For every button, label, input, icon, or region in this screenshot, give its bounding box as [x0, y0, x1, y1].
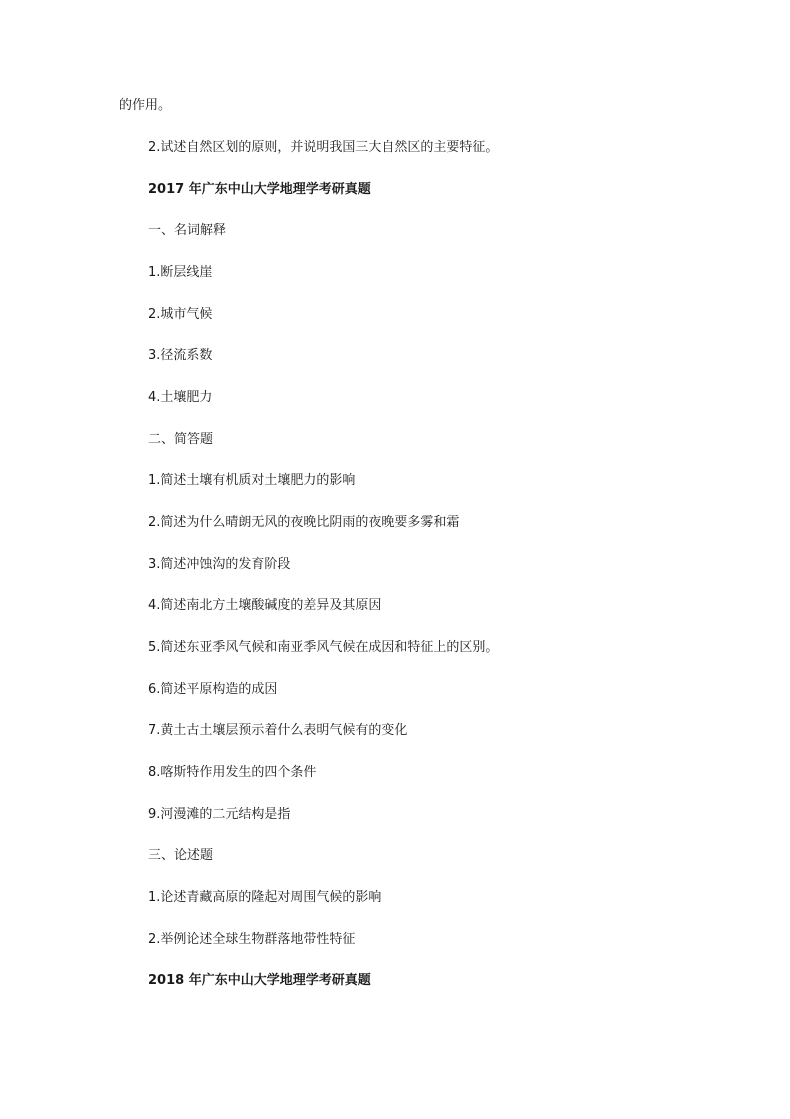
list-item: 6.简述平原构造的成因	[148, 682, 278, 697]
subsection-heading: 二、简答题	[148, 432, 214, 447]
list-item: 4.土壤肥力	[148, 390, 213, 405]
list-item: 3.径流系数	[148, 348, 213, 363]
text-line-question: 2.试述自然区划的原则，并说明我国三大自然区的主要特征。	[148, 140, 499, 155]
list-item: 9.河漫滩的二元结构是指	[148, 807, 291, 822]
list-item: 2.举例论述全球生物群落地带性特征	[148, 932, 356, 947]
list-item: 4.简述南北方土壤酸碱度的差异及其原因	[148, 598, 382, 613]
list-item: 1.论述青藏高原的隆起对周围气候的影响	[148, 890, 382, 905]
subsection-heading: 三、论述题	[148, 848, 214, 863]
list-item: 1.简述土壤有机质对土壤肥力的影响	[148, 473, 356, 488]
list-item: 3.简述冲蚀沟的发育阶段	[148, 557, 291, 572]
subsection-heading: 一、名词解释	[148, 223, 227, 238]
list-item: 5.简述东亚季风气候和南亚季风气候在成因和特征上的区别。	[148, 640, 499, 655]
list-item: 1.断层线崖	[148, 265, 213, 280]
section-title-2018: 2018 年广东中山大学地理学考研真题	[148, 973, 371, 988]
list-item: 2.简述为什么晴朗无风的夜晚比阴雨的夜晚要多雾和霜	[148, 515, 460, 530]
list-item: 7.黄土古土壤层预示着什么表明气候有的变化	[148, 723, 408, 738]
list-item: 8.喀斯特作用发生的四个条件	[148, 765, 317, 780]
list-item: 2.城市气候	[148, 307, 213, 322]
section-title-2017: 2017 年广东中山大学地理学考研真题	[148, 182, 371, 197]
text-line-continuation: 的作用。	[119, 98, 172, 113]
